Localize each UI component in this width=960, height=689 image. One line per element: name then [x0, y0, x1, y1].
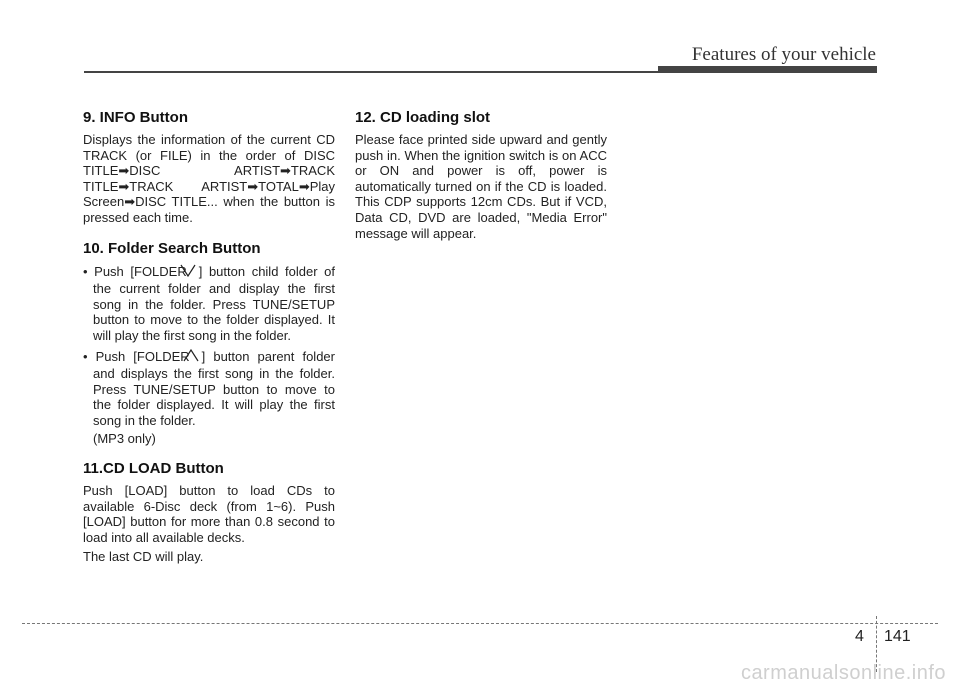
info-button-section — [83, 109, 335, 226]
header-rule-accent — [658, 66, 877, 73]
folder-search-section — [83, 240, 335, 447]
cd-load-section — [83, 460, 335, 565]
cd-load-heading: 11.CD LOAD Button — [83, 460, 224, 478]
cd-load-last: The last CD will play. — [83, 549, 204, 565]
header-title: Features of your vehicle — [691, 44, 876, 65]
page-number: 141 — [884, 628, 911, 645]
cd-slot-section — [355, 109, 607, 241]
folder-down-bullet — [83, 263, 335, 344]
chevron-up-icon — [193, 348, 199, 367]
chevron-down-icon — [190, 263, 196, 282]
right-column — [355, 109, 607, 255]
folder-up-pre: • Push [FOLDER — [83, 348, 190, 364]
info-button-heading: 9. INFO Button — [83, 109, 188, 126]
header-rule — [84, 71, 744, 73]
info-button-text: Displays the information of the current CD TRACK (or FILE) in the order of DISC TITLE➡DISC ARTIST➡TRACK TITLE➡TRACK ARTIST➡TOTAL➡Play Screen➡DISC TITLE... when the button is pressed each time. — [83, 132, 335, 225]
folder-up-bullet — [83, 348, 335, 429]
cd-slot-heading: 12. CD loading slot — [355, 109, 491, 126]
cd-slot-text: Please face printed side upward and gently push in. When the ignition switch is on ACC or ON and power is off, power is automatically turned on if the CD is loaded. This CDP supports 12cm CDs. But if VCD, Data CD, DVD are loaded, "Media Error" message will appear. — [355, 132, 607, 241]
left-column — [83, 109, 335, 579]
cd-load-text: Push [LOAD] button to load CDs to available 6-Disc deck (from 1~6). Push [LOAD] button for more than 0.8 second to load into all available decks. — [83, 483, 335, 545]
watermark: carmanualsonline.info — [740, 662, 946, 684]
folder-search-heading: 10. Folder Search Button — [83, 239, 261, 257]
folder-up-post: ] button parent folder and displays the first song in the folder. Press TUNE/SETUP button to move to the folder displayed. It will play the first song in the folder. — [93, 348, 335, 428]
chapter-number: 4 — [855, 628, 864, 645]
folder-down-post: ] button child folder of the current folder and display the first song in the folder. Press TUNE/SETUP button to move to the folder displayed. It will play the first song in the folder. — [93, 263, 335, 343]
folder-down-pre: • Push [FOLDER — [83, 263, 187, 279]
mp3-only-note: (MP3 only) — [93, 430, 156, 446]
footer-divider — [22, 623, 938, 624]
